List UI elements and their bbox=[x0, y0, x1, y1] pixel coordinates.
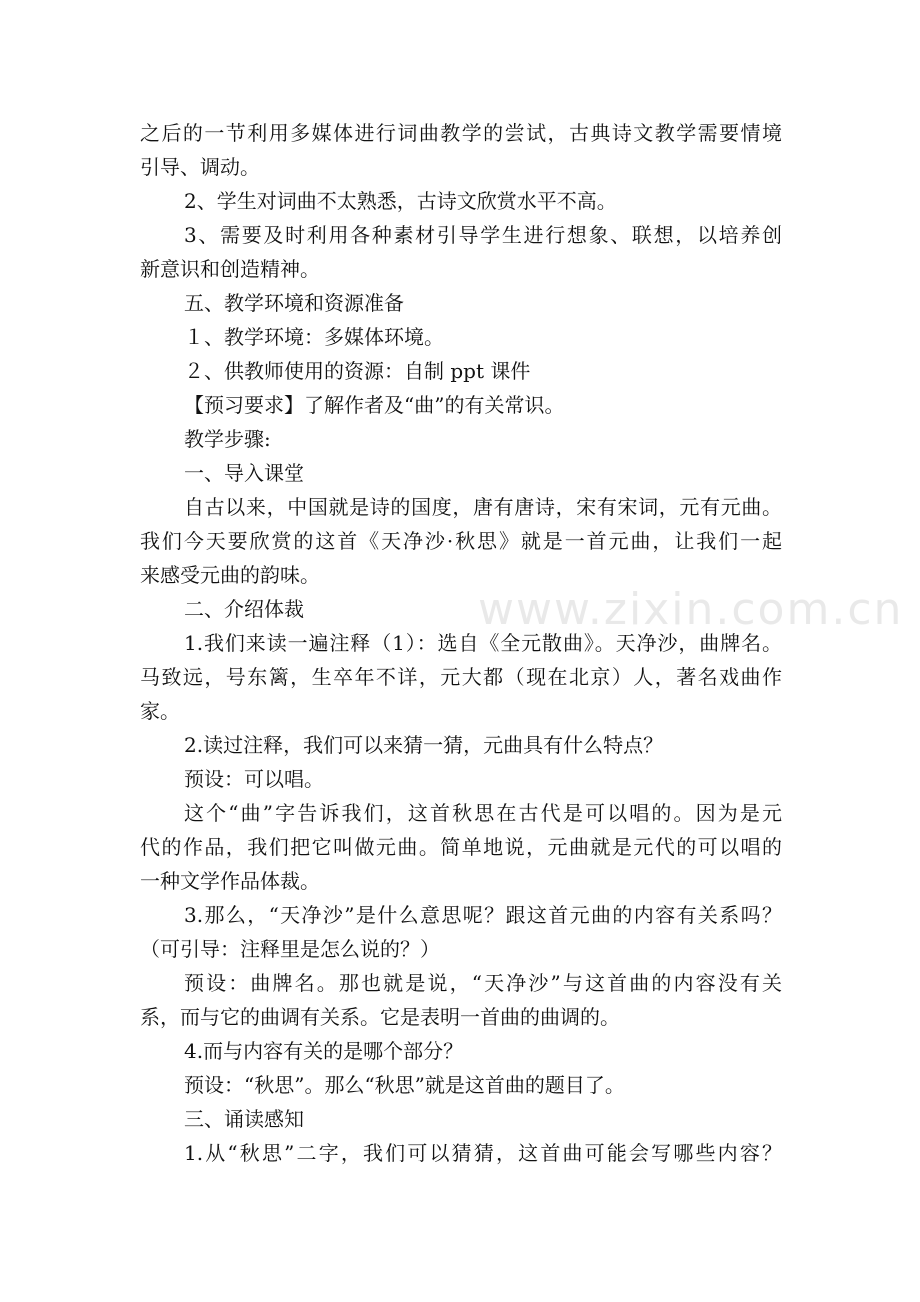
text-line: 自古以来，中国就是诗的国度，唐有唐诗，宋有宋词，元有元曲。 bbox=[184, 495, 782, 519]
text-line: 引导、调动。 bbox=[140, 155, 260, 179]
text-line: 家。 bbox=[140, 699, 180, 723]
text-line: 预设：曲牌名。那也就是说，“天净沙”与这首曲的内容没有关 bbox=[184, 971, 782, 995]
text-line: 1.我们来读一遍注释（1）：选自《全元散曲》。天净沙，曲牌名。 bbox=[184, 631, 782, 655]
text-line: 教学步骤: bbox=[184, 427, 271, 451]
text-line: （可引导：注释里是怎么说的？） bbox=[140, 937, 440, 961]
text-line: 3.那么，“天净沙”是什么意思呢？跟这首元曲的内容有关系吗？ bbox=[184, 903, 782, 927]
document-body bbox=[140, 116, 782, 1170]
text-line: 代的作品，我们把它叫做元曲。简单地说，元曲就是元代的可以唱的 bbox=[140, 835, 782, 859]
text-line: 2、学生对词曲不太熟悉，古诗文欣赏水平不高。 bbox=[184, 189, 617, 213]
text-line: 马致远，号东篱，生卒年不详，元大都（现在北京）人，著名戏曲作 bbox=[140, 665, 782, 689]
text-line: １、教学环境：多媒体环境。 bbox=[184, 325, 444, 349]
text-line: 2.读过注释，我们可以来猜一猜，元曲具有什么特点？ bbox=[184, 733, 664, 757]
text-line: 来感受元曲的韵味。 bbox=[140, 563, 320, 587]
text-line: 【预习要求】了解作者及“曲”的有关常识。 bbox=[184, 393, 565, 417]
text-line: 3、需要及时利用各种素材引导学生进行想象、联想，以培养创 bbox=[184, 223, 782, 247]
text-line: 预设：“秋思”。那么“秋思”就是这首曲的题目了。 bbox=[184, 1073, 625, 1097]
text-line: 一、导入课堂 bbox=[184, 461, 304, 485]
text-line: 之后的一节利用多媒体进行词曲教学的尝试，古典诗文教学需要情境 bbox=[140, 121, 782, 145]
text-line: 系，而与它的曲调有关系。它是表明一首曲的曲调的。 bbox=[140, 1005, 620, 1029]
text-line: 三、诵读感知 bbox=[184, 1107, 304, 1131]
text-line: 1.从“秋思”二字，我们可以猜猜，这首曲可能会写哪些内容？ bbox=[184, 1141, 782, 1165]
text-line: 新意识和创造精神。 bbox=[140, 257, 320, 281]
text-line: ２、供教师使用的资源：自制 ppt 课件 bbox=[184, 359, 531, 383]
text-line: 一种文学作品体裁。 bbox=[140, 869, 320, 893]
text-line: 二、介绍体裁 bbox=[184, 597, 304, 621]
text-line: 4.而与内容有关的是哪个部分？ bbox=[184, 1039, 464, 1063]
text-line: 预设：可以唱。 bbox=[184, 767, 324, 791]
text-line: 我们今天要欣赏的这首《天净沙·秋思》就是一首元曲，让我们一起 bbox=[140, 529, 782, 553]
text-line: 这个“曲”字告诉我们，这首秋思在古代是可以唱的。因为是元 bbox=[184, 801, 782, 825]
text-line: 五、教学环境和资源准备 bbox=[184, 291, 404, 315]
watermark: www.zixin.com.cn bbox=[478, 584, 904, 635]
